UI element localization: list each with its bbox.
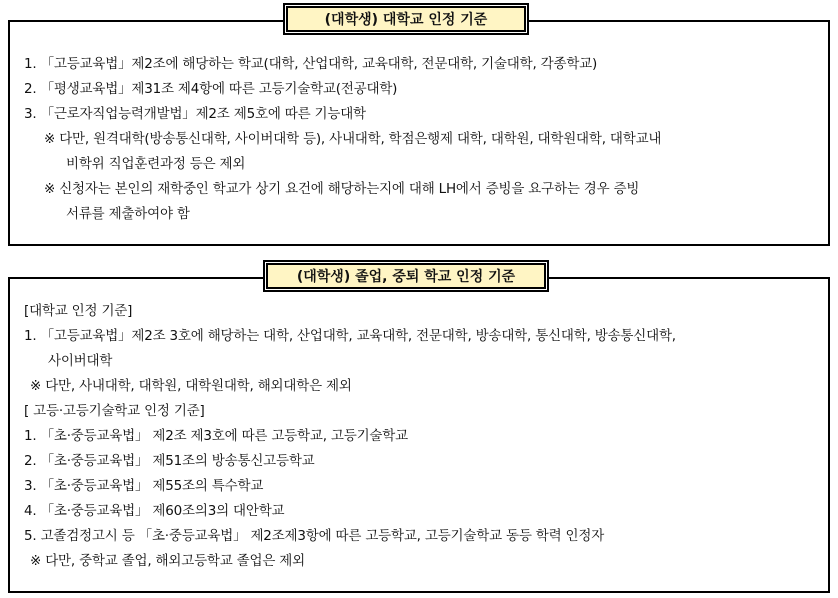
criteria-line: 3. 「초·중등교육법」 제55조의 특수학교 <box>24 478 264 494</box>
graduation-criteria-content <box>24 299 818 574</box>
note-line: ※ 다만, 중학교 졸업, 해외고등학교 졸업은 제외 <box>30 553 305 569</box>
criteria-line: 5. 고졸검정고시 등 「초·중등교육법」 제2조제3항에 따른 고등학교, 고등기술학교 동등 학력 인정자 <box>24 528 605 544</box>
subsection-heading: [ 고등·고등기술학교 인정 기준] <box>24 403 205 419</box>
criteria-line: 4. 「초·중등교육법」 제60조의3의 대안학교 <box>24 503 285 519</box>
note-line: ※ 다만, 사내대학, 대학원, 대학원대학, 해외대학은 제외 <box>30 378 352 394</box>
graduation-criteria-box <box>8 277 830 593</box>
section-title: (대학생) 졸업, 중퇴 학교 인정 기준 <box>266 263 546 289</box>
note-continuation: 비학위 직업훈련과정 등은 제외 <box>66 156 246 172</box>
criteria-continuation: 사이버대학 <box>48 353 113 369</box>
criteria-line: 3. 「근로자직업능력개발법」제2조 제5호에 따른 기능대학 <box>24 106 366 122</box>
note-continuation: 서류를 제출하여야 함 <box>66 206 190 222</box>
criteria-line: 1. 「고등교육법」제2조 3호에 해당하는 대학, 산업대학, 교육대학, 전문대학, 방송대학, 통신대학, 방송통신대학, <box>24 328 676 344</box>
criteria-line: 2. 「초·중등교육법」 제51조의 방송통신고등학교 <box>24 453 315 469</box>
criteria-line: 2. 「평생교육법」제31조 제4항에 따른 고등기술학교(전공대학) <box>24 81 398 97</box>
criteria-line: 1. 「고등교육법」제2조에 해당하는 학교(대학, 산업대학, 교육대학, 전문대학, 기술대학, 각종학교) <box>24 56 598 72</box>
criteria-line: 1. 「초·중등교육법」 제2조 제3호에 따른 고등학교, 고등기술학교 <box>24 428 408 444</box>
university-criteria-content <box>24 52 818 227</box>
note-line: ※ 다만, 원격대학(방송통신대학, 사이버대학 등), 사내대학, 학점은행제 대학, 대학원, 대학원대학, 대학교내 <box>44 131 662 147</box>
university-criteria-box <box>8 20 830 246</box>
section-title: (대학생) 대학교 인정 기준 <box>286 6 526 32</box>
subsection-heading: [대학교 인정 기준] <box>24 303 133 319</box>
note-line: ※ 신청자는 본인의 재학중인 학교가 상기 요건에 해당하는지에 대해 LH에서 증빙을 요구하는 경우 증빙 <box>44 181 640 197</box>
